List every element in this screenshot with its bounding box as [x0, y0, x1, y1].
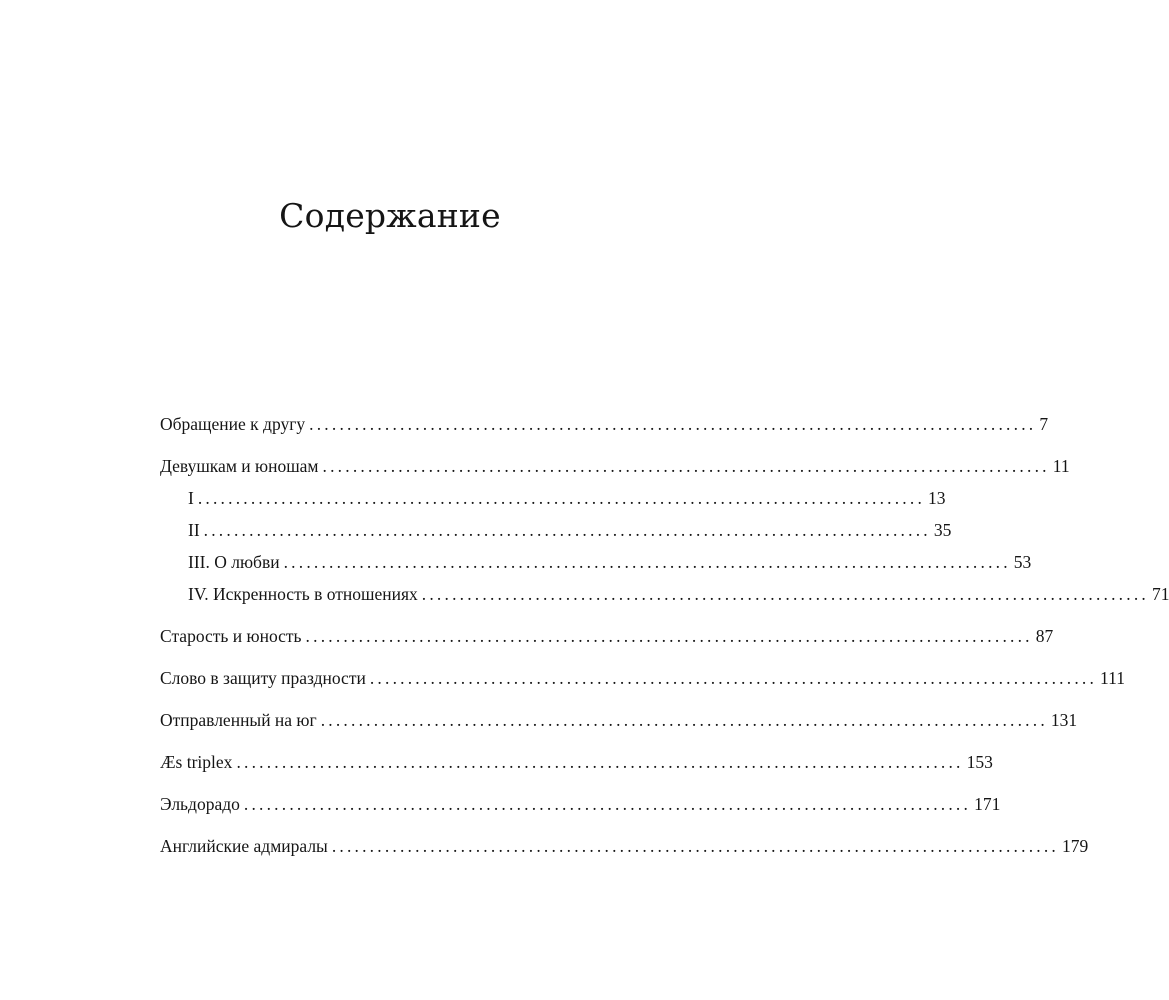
toc-entry-title: I [188, 488, 194, 508]
dot-leader: ................................................................................................ [331, 836, 1060, 856]
toc-entry-title: II [188, 520, 200, 540]
toc-page-number: 11 [1052, 456, 1070, 476]
toc-subentry[interactable] [160, 578, 1169, 610]
toc-entry-title: Слово в защиту праздности [160, 668, 366, 688]
dot-leader: ................................................................................................ [203, 520, 931, 540]
toc-entry[interactable] [160, 788, 1001, 820]
toc-entry[interactable] [160, 746, 993, 778]
toc-entry-title: Английские адмиралы [160, 836, 328, 856]
toc-subentry[interactable] [160, 482, 946, 514]
toc-entry-title: Эльдорадо [160, 794, 240, 814]
toc-page-number: 171 [974, 794, 1001, 814]
table-of-contents [160, 408, 1169, 862]
toc-page-number: 13 [928, 488, 946, 508]
toc-page-number: 111 [1100, 668, 1125, 688]
toc-page-number: 131 [1050, 710, 1078, 730]
dot-leader: ................................................................................................ [236, 752, 964, 772]
toc-entry[interactable] [160, 450, 1070, 482]
toc-entry-title: Æs triplex [160, 752, 233, 772]
toc-page-number: 35 [933, 520, 952, 540]
toc-entry[interactable] [160, 662, 1125, 694]
toc-page-number: 71 [1151, 584, 1169, 604]
toc-page-number: 87 [1035, 626, 1054, 646]
toc-page-number: 179 [1062, 836, 1089, 856]
dot-leader: ................................................................................................ [421, 584, 1149, 604]
toc-entry-title: IV. Искренность в отношениях [188, 584, 418, 604]
dot-leader: ................................................................................................ [320, 710, 1048, 730]
dot-leader: ................................................................................................ [197, 488, 926, 508]
toc-entry-title: Обращение к другу [160, 414, 306, 434]
toc-subentry[interactable] [160, 514, 952, 546]
dot-leader: ................................................................................................ [243, 794, 972, 814]
dot-leader: ................................................................................................ [322, 456, 1050, 476]
toc-entry-title: Отправленный на юг [160, 710, 317, 730]
toc-entry[interactable] [160, 408, 1049, 440]
toc-page-number: 153 [966, 752, 993, 772]
toc-subentry[interactable] [160, 546, 1032, 578]
toc-entry-title: Девушкам и юношам [160, 456, 319, 476]
toc-entry[interactable] [160, 704, 1078, 736]
toc-page-number: 53 [1013, 552, 1032, 572]
toc-entry[interactable] [160, 830, 1089, 862]
toc-page-number: 7 [1039, 414, 1049, 434]
page-title: Содержание [279, 196, 501, 235]
toc-entry[interactable] [160, 620, 1054, 652]
dot-leader: ................................................................................................ [283, 552, 1011, 572]
toc-entry-title: Старость и юность [160, 626, 302, 646]
dot-leader: ................................................................................................ [305, 626, 1033, 646]
toc-entry-title: III. О любви [188, 552, 280, 572]
dot-leader: ................................................................................................ [369, 668, 1098, 688]
dot-leader: ................................................................................................ [309, 414, 1037, 434]
